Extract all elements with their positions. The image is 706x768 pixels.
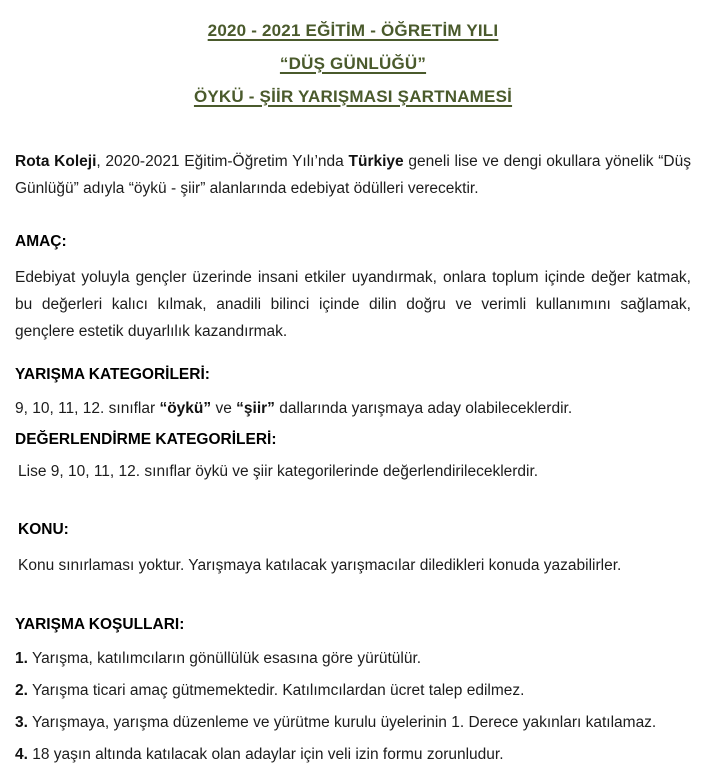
intro-run-turkiye: Türkiye [348, 153, 404, 170]
section-heading-yarisma-kategorileri: YARIŞMA KATEGORİLERİ: [15, 366, 210, 383]
section-heading-degerlendirme-kategorileri: DEĞERLENDİRME KATEGORİLERİ: [15, 431, 277, 448]
kategoriler-run-dallarinda: dallarında yarışmaya aday olabileceklerdir. [274, 400, 573, 417]
kosul-item-1-number: 1. [15, 650, 28, 667]
kategoriler-paragraph [15, 395, 691, 422]
degerlendirme-paragraph: Lise 9, 10, 11, 12. sınıflar öykü ve şiir kategorilerinde değerlendirileceklerdir. [18, 463, 539, 480]
intro-paragraph [15, 148, 691, 202]
document-title-block [15, 22, 691, 106]
kosul-item-1-text: Yarışma, katılımcıların gönüllülük esasına göre yürütülür. [27, 650, 422, 667]
section-heading-amac: AMAÇ: [15, 233, 67, 250]
kosul-item-3-number: 3. [15, 714, 28, 731]
kategoriler-run-siniflar: 9, 10, 11, 12. sınıflar [15, 400, 160, 417]
section-heading-konu: KONU: [18, 521, 69, 538]
title-line-year: 2020 - 2021 EĞİTİM - ÖĞRETİM YILI [207, 21, 499, 40]
intro-run-text-2: geneli lise ve dengi okullara yönelik “Düş Günlüğü” adıyla “öykü - şiir” alanlarında edebiyat ödülleri verecektir. [15, 153, 692, 197]
kosul-item-2-text: Yarışma ticari amaç gütmemektedir. Katılımcılardan ücret talep edilmez. [27, 682, 525, 699]
kosul-item-3-text: Yarışmaya, yarışma düzenleme ve yürütme kurulu üyelerinin 1. Derece yakınları katılamaz. [27, 714, 657, 731]
intro-run-text-1: , 2020-2021 Eğitim-Öğretim Yılı’nda [96, 153, 349, 170]
kosul-item-4-text: 18 yaşın altında katılacak olan adaylar için veli izin formu zorunludur. [27, 746, 504, 763]
kosul-item-4-number: 4. [15, 746, 28, 763]
kosul-item-4 [15, 741, 691, 768]
section-heading-yarisma-kosullari: YARIŞMA KOŞULLARI: [15, 616, 185, 633]
kosul-item-2 [15, 677, 691, 704]
amac-paragraph: Edebiyat yoluyla gençler üzerinde insani etkiler uyandırmak, onlara toplum içinde değer katmak, bu değerleri kalıcı kılmak, anadili bilinci içinde dilin doğru ve verimli kullanımını sağlamak, gençlere estetik duyarlılık kazandırmak. [15, 269, 691, 340]
intro-run-rota-koleji: Rota Koleji [15, 153, 97, 170]
kosul-item-3 [15, 709, 691, 736]
kategoriler-run-ve: ve [211, 400, 237, 417]
title-line-sartname: ÖYKÜ - ŞİİR YARIŞMASI ŞARTNAMESİ [193, 87, 513, 106]
kosul-item-2-number: 2. [15, 682, 28, 699]
kategoriler-run-oyku: “öykü” [159, 400, 212, 417]
konu-paragraph: Konu sınırlaması yoktur. Yarışmaya katılacak yarışmacılar diledikleri konuda yazabilirler. [18, 557, 622, 574]
kategoriler-run-siir: “şiir” [236, 400, 275, 417]
title-line-dus-gunlugu: “DÜŞ GÜNLÜĞÜ” [279, 54, 427, 73]
kosul-item-1 [15, 645, 691, 672]
